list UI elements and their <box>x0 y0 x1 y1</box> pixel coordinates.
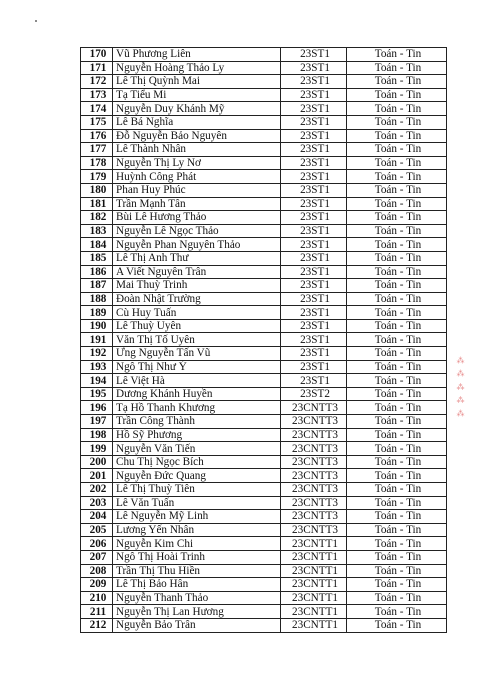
table-row <box>81 374 447 388</box>
student-name: Mai Thuỳ Trinh <box>113 279 281 293</box>
table-row <box>81 578 447 592</box>
major-name: Toán - Tin <box>347 564 447 578</box>
student-name: Nguyễn Duy Khánh Mỹ <box>113 102 281 116</box>
class-code: 23ST1 <box>281 238 347 252</box>
table-row <box>81 469 447 483</box>
class-code: 23CNTT3 <box>281 469 347 483</box>
major-name: Toán - Tin <box>347 102 447 116</box>
table-row <box>81 143 447 157</box>
major-name: Toán - Tin <box>347 211 447 225</box>
class-code: 23ST1 <box>281 319 347 333</box>
student-name: Lê Thị Bảo Hân <box>113 578 281 592</box>
margin-stamp-mark: ⁂ ⁂ ⁂ ⁂ ⁂ <box>456 356 465 419</box>
row-number: 184 <box>81 238 113 252</box>
table-row <box>81 510 447 524</box>
class-code: 23ST1 <box>281 156 347 170</box>
major-name: Toán - Tin <box>347 129 447 143</box>
row-number: 199 <box>81 442 113 456</box>
row-number: 203 <box>81 496 113 510</box>
major-name: Toán - Tin <box>347 618 447 632</box>
row-number: 190 <box>81 319 113 333</box>
student-name: Huỳnh Công Phát <box>113 170 281 184</box>
row-number: 200 <box>81 455 113 469</box>
table-row <box>81 197 447 211</box>
row-number: 186 <box>81 265 113 279</box>
class-code: 23ST1 <box>281 88 347 102</box>
table-row <box>81 496 447 510</box>
major-name: Toán - Tin <box>347 197 447 211</box>
row-number: 177 <box>81 143 113 157</box>
table-row <box>81 387 447 401</box>
row-number: 179 <box>81 170 113 184</box>
class-code: 23CNTT3 <box>281 428 347 442</box>
table-row <box>81 183 447 197</box>
table-row <box>81 333 447 347</box>
row-number: 188 <box>81 292 113 306</box>
student-name: Ngô Thị Hoài Trinh <box>113 550 281 564</box>
row-number: 174 <box>81 102 113 116</box>
class-code: 23ST1 <box>281 211 347 225</box>
major-name: Toán - Tin <box>347 238 447 252</box>
row-number: 180 <box>81 183 113 197</box>
row-number: 172 <box>81 75 113 89</box>
class-code: 23ST1 <box>281 251 347 265</box>
class-code: 23CNTT3 <box>281 455 347 469</box>
class-code: 23CNTT3 <box>281 415 347 429</box>
major-name: Toán - Tin <box>347 156 447 170</box>
major-name: Toán - Tin <box>347 333 447 347</box>
student-name: Văn Thị Tố Uyên <box>113 333 281 347</box>
major-name: Toán - Tin <box>347 469 447 483</box>
major-name: Toán - Tin <box>347 115 447 129</box>
major-name: Toán - Tin <box>347 401 447 415</box>
major-name: Toán - Tin <box>347 88 447 102</box>
table-row <box>81 618 447 632</box>
student-name: Ngô Thị Như Ý <box>113 360 281 374</box>
row-number: 201 <box>81 469 113 483</box>
table-row <box>81 347 447 361</box>
row-number: 176 <box>81 129 113 143</box>
major-name: Toán - Tin <box>347 251 447 265</box>
class-code: 23CNTT3 <box>281 483 347 497</box>
class-code: 23CNTT3 <box>281 523 347 537</box>
student-name: Cù Huy Tuấn <box>113 306 281 320</box>
table-row <box>81 523 447 537</box>
major-name: Toán - Tin <box>347 48 447 62</box>
student-name: Ưng Nguyễn Tấn Vũ <box>113 347 281 361</box>
class-code: 23CNTT1 <box>281 550 347 564</box>
table-row <box>81 211 447 225</box>
scan-speck <box>35 20 37 22</box>
class-code: 23ST1 <box>281 224 347 238</box>
table-row <box>81 605 447 619</box>
table-row <box>81 550 447 564</box>
major-name: Toán - Tin <box>347 550 447 564</box>
row-number: 198 <box>81 428 113 442</box>
major-name: Toán - Tin <box>347 483 447 497</box>
class-code: 23ST1 <box>281 75 347 89</box>
major-name: Toán - Tin <box>347 442 447 456</box>
class-code: 23ST1 <box>281 183 347 197</box>
major-name: Toán - Tin <box>347 428 447 442</box>
class-code: 23ST1 <box>281 143 347 157</box>
student-name: Lê Việt Hà <box>113 374 281 388</box>
student-name: Nguyễn Kim Chi <box>113 537 281 551</box>
major-name: Toán - Tin <box>347 143 447 157</box>
row-number: 181 <box>81 197 113 211</box>
class-code: 23CNTT1 <box>281 618 347 632</box>
class-code: 23ST1 <box>281 333 347 347</box>
major-name: Toán - Tin <box>347 387 447 401</box>
table-row <box>81 360 447 374</box>
class-code: 23ST2 <box>281 387 347 401</box>
row-number: 195 <box>81 387 113 401</box>
student-name: Lê Bá Nghĩa <box>113 115 281 129</box>
major-name: Toán - Tin <box>347 537 447 551</box>
major-name: Toán - Tin <box>347 523 447 537</box>
major-name: Toán - Tin <box>347 591 447 605</box>
table-row <box>81 442 447 456</box>
class-code: 23CNTT1 <box>281 537 347 551</box>
major-name: Toán - Tin <box>347 265 447 279</box>
student-name: Lê Nguyễn Mỹ Linh <box>113 510 281 524</box>
table-row <box>81 265 447 279</box>
row-number: 192 <box>81 347 113 361</box>
student-name: Lê Thị Quỳnh Mai <box>113 75 281 89</box>
class-code: 23ST1 <box>281 197 347 211</box>
student-name: Nguyễn Thị Ly Nơ <box>113 156 281 170</box>
table-row <box>81 564 447 578</box>
major-name: Toán - Tin <box>347 455 447 469</box>
class-code: 23ST1 <box>281 102 347 116</box>
row-number: 182 <box>81 211 113 225</box>
student-name: Lê Văn Tuấn <box>113 496 281 510</box>
class-code: 23CNTT3 <box>281 496 347 510</box>
row-number: 193 <box>81 360 113 374</box>
major-name: Toán - Tin <box>347 415 447 429</box>
table-row <box>81 591 447 605</box>
table-row <box>81 319 447 333</box>
class-code: 23ST1 <box>281 279 347 293</box>
row-number: 209 <box>81 578 113 592</box>
student-name: Đoàn Nhật Trường <box>113 292 281 306</box>
class-code: 23ST1 <box>281 292 347 306</box>
student-name: Trần Thị Thu Hiền <box>113 564 281 578</box>
student-name: Chu Thị Ngọc Bích <box>113 455 281 469</box>
row-number: 197 <box>81 415 113 429</box>
row-number: 171 <box>81 61 113 75</box>
class-code: 23ST1 <box>281 61 347 75</box>
class-code: 23ST1 <box>281 48 347 62</box>
table-row <box>81 238 447 252</box>
student-name: Nguyễn Văn Tiến <box>113 442 281 456</box>
major-name: Toán - Tin <box>347 605 447 619</box>
major-name: Toán - Tin <box>347 170 447 184</box>
row-number: 194 <box>81 374 113 388</box>
row-number: 204 <box>81 510 113 524</box>
table-row <box>81 224 447 238</box>
class-code: 23CNTT3 <box>281 442 347 456</box>
student-name: Vũ Phương Liên <box>113 48 281 62</box>
row-number: 206 <box>81 537 113 551</box>
major-name: Toán - Tin <box>347 510 447 524</box>
row-number: 202 <box>81 483 113 497</box>
class-code: 23CNTT1 <box>281 564 347 578</box>
student-name: Lê Thuỳ Uyên <box>113 319 281 333</box>
major-name: Toán - Tin <box>347 279 447 293</box>
table-row <box>81 115 447 129</box>
row-number: 170 <box>81 48 113 62</box>
row-number: 183 <box>81 224 113 238</box>
table-row <box>81 61 447 75</box>
student-name: Tạ Hồ Thanh Khương <box>113 401 281 415</box>
major-name: Toán - Tin <box>347 360 447 374</box>
row-number: 211 <box>81 605 113 619</box>
row-number: 185 <box>81 251 113 265</box>
major-name: Toán - Tin <box>347 75 447 89</box>
class-code: 23CNTT3 <box>281 510 347 524</box>
class-code: 23CNTT3 <box>281 401 347 415</box>
row-number: 210 <box>81 591 113 605</box>
roster-body <box>81 48 447 633</box>
table-row <box>81 292 447 306</box>
student-roster-table <box>80 47 447 633</box>
class-code: 23ST1 <box>281 347 347 361</box>
row-number: 191 <box>81 333 113 347</box>
table-row <box>81 170 447 184</box>
row-number: 208 <box>81 564 113 578</box>
row-number: 205 <box>81 523 113 537</box>
student-name: Lương Yến Nhân <box>113 523 281 537</box>
table-row <box>81 129 447 143</box>
class-code: 23CNTT1 <box>281 591 347 605</box>
student-name: Hồ Sỹ Phương <box>113 428 281 442</box>
student-name: Đỗ Nguyễn Bảo Nguyên <box>113 129 281 143</box>
student-name: Trần Công Thành <box>113 415 281 429</box>
student-name: Dương Khánh Huyền <box>113 387 281 401</box>
student-name: A Viết Nguyên Trân <box>113 265 281 279</box>
row-number: 189 <box>81 306 113 320</box>
table-row <box>81 75 447 89</box>
student-name: Nguyễn Đức Quang <box>113 469 281 483</box>
student-name: Phan Huy Phúc <box>113 183 281 197</box>
row-number: 175 <box>81 115 113 129</box>
row-number: 173 <box>81 88 113 102</box>
table-row <box>81 537 447 551</box>
class-code: 23CNTT1 <box>281 605 347 619</box>
table-row <box>81 483 447 497</box>
row-number: 212 <box>81 618 113 632</box>
major-name: Toán - Tin <box>347 496 447 510</box>
major-name: Toán - Tin <box>347 347 447 361</box>
major-name: Toán - Tin <box>347 319 447 333</box>
class-code: 23ST1 <box>281 265 347 279</box>
student-name: Nguyễn Bảo Trân <box>113 618 281 632</box>
class-code: 23ST1 <box>281 129 347 143</box>
student-name: Nguyễn Hoàng Thảo Ly <box>113 61 281 75</box>
class-code: 23CNTT1 <box>281 578 347 592</box>
student-name: Nguyễn Thị Lan Hương <box>113 605 281 619</box>
major-name: Toán - Tin <box>347 183 447 197</box>
table-row <box>81 428 447 442</box>
table-row <box>81 401 447 415</box>
class-code: 23ST1 <box>281 115 347 129</box>
student-name: Nguyễn Phan Nguyên Thảo <box>113 238 281 252</box>
class-code: 23ST1 <box>281 170 347 184</box>
student-name: Trần Mạnh Tân <box>113 197 281 211</box>
table-row <box>81 251 447 265</box>
table-row <box>81 156 447 170</box>
table-row <box>81 415 447 429</box>
class-code: 23ST1 <box>281 360 347 374</box>
major-name: Toán - Tin <box>347 292 447 306</box>
table-row <box>81 102 447 116</box>
table-row <box>81 48 447 62</box>
row-number: 178 <box>81 156 113 170</box>
class-code: 23ST1 <box>281 374 347 388</box>
major-name: Toán - Tin <box>347 224 447 238</box>
major-name: Toán - Tin <box>347 61 447 75</box>
class-code: 23ST1 <box>281 306 347 320</box>
major-name: Toán - Tin <box>347 306 447 320</box>
major-name: Toán - Tin <box>347 578 447 592</box>
student-name: Nguyễn Thanh Thảo <box>113 591 281 605</box>
student-name: Lê Thị Anh Thư <box>113 251 281 265</box>
student-name: Tạ Tiểu Mi <box>113 88 281 102</box>
student-name: Nguyễn Lê Ngọc Thảo <box>113 224 281 238</box>
row-number: 196 <box>81 401 113 415</box>
table-row <box>81 88 447 102</box>
student-name: Lê Thành Nhân <box>113 143 281 157</box>
row-number: 187 <box>81 279 113 293</box>
major-name: Toán - Tin <box>347 374 447 388</box>
student-name: Lê Thị Thuỳ Tiên <box>113 483 281 497</box>
row-number: 207 <box>81 550 113 564</box>
student-name: Bùi Lê Hương Thảo <box>113 211 281 225</box>
table-row <box>81 306 447 320</box>
table-row <box>81 279 447 293</box>
table-row <box>81 455 447 469</box>
